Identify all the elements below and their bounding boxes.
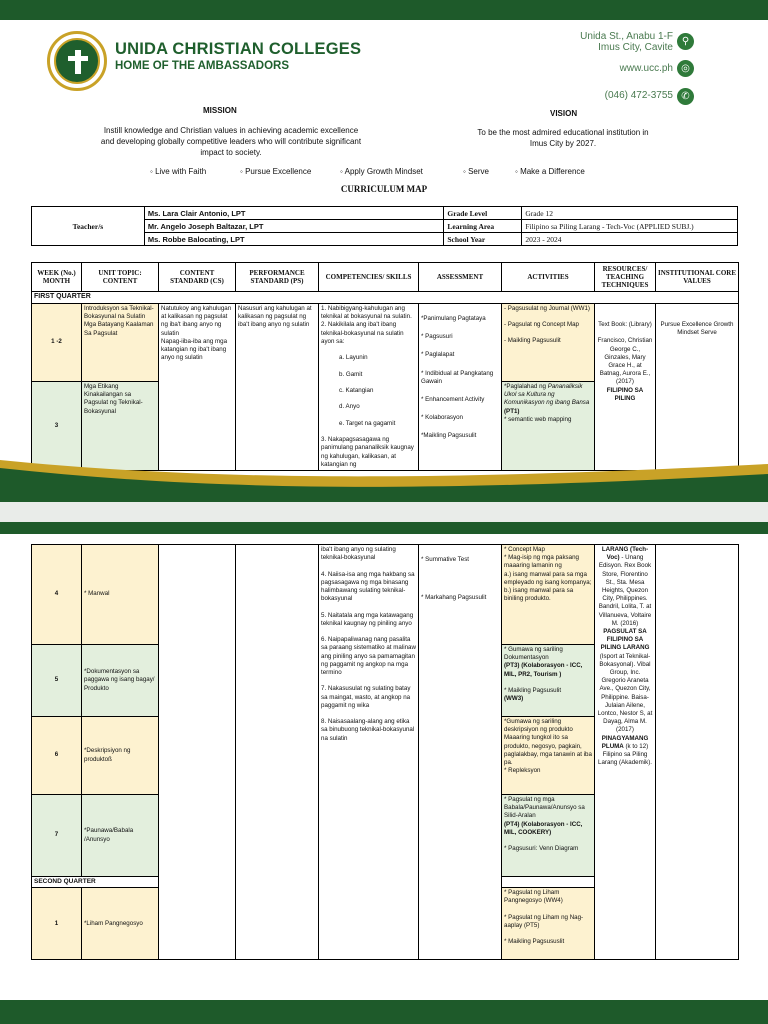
phone-icon: ✆ [677, 88, 694, 105]
week-cell: 3 [32, 381, 82, 470]
grade-level-label: Grade Level [444, 207, 522, 220]
address: Unida St., Anabu 1-F Imus City, Cavite [580, 31, 673, 53]
header-band [0, 522, 768, 534]
col-core-values: INSTITUTIONAL CORE VALUES [656, 263, 739, 292]
assessment-cell: *Panimulang Pagtataya * Pagsusuri * Paglalapat * Indibidual at Pangkatang Gawain * Enhancement Activity * Kolaborasyon *Maikling Pagsusulit [419, 304, 502, 471]
topic-cell: *Deskripsiyon ng produktoß [82, 717, 159, 795]
week-cell: 1 [32, 888, 82, 960]
core-values-cell [656, 545, 739, 960]
school-logo [47, 31, 107, 91]
first-quarter-label: FIRST QUARTER [32, 292, 739, 304]
second-quarter-label: SECOND QUARTER [32, 877, 159, 888]
activities-cell: * Gumawa ng sariling Dokumentasyon (PT3) (Kolaborasyon - ICC, MIL, PR2, Tourism ) * Maikling Pagsusulit (WW3) [502, 645, 595, 717]
week-cell: 6 [32, 717, 82, 795]
location-pin-icon: ⚲ [677, 33, 694, 50]
document-page-2 [0, 522, 768, 1024]
resources-cell: Text Book: (Library) Francisco, Christian George C., Ginzales, Mary Grace H., at Batnag, Aurora E., (2017) FILIPINO SA PILING [595, 304, 656, 471]
school-year-value: 2023 - 2024 [522, 233, 738, 246]
teacher-name: Ms. Lara Clair Antonio, LPT [144, 207, 444, 220]
school-name: UNIDA CHRISTIAN COLLEGES [115, 40, 362, 58]
col-content-standard: CONTENT STANDARD (CS) [159, 263, 236, 292]
vision-title: VISION [550, 109, 578, 118]
teacher-label: Teacher/s [32, 207, 145, 246]
document-page-1 [0, 0, 768, 502]
performance-standard-cell [236, 545, 319, 960]
curriculum-table-page-2 [31, 544, 739, 960]
col-week: WEEK (No.) MONTH [32, 263, 82, 292]
skills-cell: iba't ibang anyo ng sulating teknikal-bokasyunal 4. Naiisa-isa ang mga hakbang sa pagsasagawa ng mga binasang halimbawang sulating teknikal-bokasyunal 5. Naitatala ang mga katawagang teknikal kaugnay ng piniling anyo 6. Naipapaliwanag nang pasalita sa paraang sistematiko at malinaw ang piniling anyo sa pamamagitan ng paggamit ng angkop na mga termino 7. Nakasusulat ng sulating batay sa maingat, wasto, at angkop na paggamit ng wika 8. Naisasaalang-alang ang etika sa binubuong teknikal-bokasyunal na sulatin [319, 545, 419, 960]
activities-cell: *Gumawa ng sariling deskripsiyon ng produkto Maaaring tungkol ito sa produkto, negosyo, pagkain, paglalakbay, mga tanawin at iba pa. * Repleksyon [502, 717, 595, 795]
content-standard-cell [159, 545, 236, 960]
activities-cell: *Paglalahad ng Pananaliksik Ukol sa Kultura ng Komunikasyon ng ibang Bansa (PT1) * semantic web mapping [502, 381, 595, 470]
mission-text: Instill knowledge and Christian values in achieving academic excellence and developing globally competitive leaders who will contribute significant impact to society. [100, 126, 362, 157]
school-year-label: School Year [444, 233, 522, 246]
footer-band [0, 1000, 768, 1024]
topic-cell: Introduksyon sa Teknikal-Bokasyunal na Sulatin Mga Batayang Kaalaman Sa Pagsulat [82, 304, 159, 382]
topic-cell: *Paunawa/Babala /Anunsyo [82, 795, 159, 877]
topic-cell: Mga Etikang Kinakailangan sa Pagsulat ng Teknikal-Bokasyunal [82, 381, 159, 470]
col-assessment: ASSESSMENT [419, 263, 502, 292]
performance-standard-cell: Nasusuri ang kahulugan at kalikasan ng pagsulat ng iba't ibang anyo ng sulatin [236, 304, 319, 471]
activities-cell: * Concept Map * Mag-isip ng mga paksang maaaring lamanin ng a.) isang manwal para sa mga empleyado ng isang kompanya; b.) isang manwal para sa biniling produkto. [502, 545, 595, 645]
website[interactable]: www.ucc.ph [619, 63, 673, 74]
teacher-info-table [31, 206, 738, 246]
header-band [0, 0, 768, 20]
core-value-item: ◦ Serve [463, 167, 489, 176]
week-cell: 1 -2 [32, 304, 82, 382]
week-cell: 4 [32, 545, 82, 645]
activities-cell [502, 877, 595, 888]
activities-cell: * Pagsulat ng Liham Pangnegosyo (WW4) * Pagsulat ng Liham ng Nag-aaplay (PT5) * Maikling Pagsususlit [502, 888, 595, 960]
vision-text: To be the most admired educational institution in Imus City by 2027. [477, 128, 649, 148]
topic-cell: *Dokumentasyon sa paggawa ng isang bagay/ Produkto [82, 645, 159, 717]
teacher-name: Mr. Angelo Joseph Baltazar, LPT [144, 220, 444, 233]
footer-wave [0, 452, 768, 502]
activities-cell: * Pagsulat ng mga Babala/Paunawa/Anunsyo sa Silid-Aralan (PT4) (Kolaborasyon - ICC, MIL, COOKERY) * Pagsusuri: Venn Diagram [502, 795, 595, 877]
week-cell: 5 [32, 645, 82, 717]
col-resources: RESOURCES/ TEACHING TECHNIQUES [595, 263, 656, 292]
col-topic: UNIT TOPIC: CONTENT [82, 263, 159, 292]
topic-cell: * Manwal [82, 545, 159, 645]
grade-level-value: Grade 12 [522, 207, 738, 220]
core-value-item: ◦ Pursue Excellence [240, 167, 312, 176]
mission-title: MISSION [203, 106, 237, 115]
learning-area-label: Learning Area [444, 220, 522, 233]
skills-cell: 1. Nabibigyang-kahulugan ang teknikal at bokasyunal na sulatin. 2. Nakikilala ang iba't ibang teknikal-bokasyunal na sulatin ayon sa: a. Layunin b. Gamit c. Katangian d. Anyo e. Target na gagamit 3. Nakapagsasagawa ng panimulang pananaliksik kaugnay ng kahulugan, kalikasan, at katangian ng [319, 304, 419, 471]
col-skills: COMPETENCIES/ SKILLS [319, 263, 419, 292]
curriculum-map-title: CURRICULUM MAP [340, 184, 428, 194]
core-value-item: ◦ Make a Difference [515, 167, 585, 176]
col-activities: ACTIVITIES [502, 263, 595, 292]
phone-number[interactable]: (046) 472-3755 [604, 90, 673, 101]
core-value-item: ◦ Live with Faith [150, 167, 207, 176]
teacher-name: Ms. Robbe Balocating, LPT [144, 233, 444, 246]
topic-cell: *Liham Pangnegosyo [82, 888, 159, 960]
school-tagline: HOME OF THE AMBASSADORS [115, 60, 289, 72]
core-value-item: ◦ Apply Growth Mindset [340, 167, 423, 176]
assessment-cell: * Summative Test * Markahang Pagsusulit [419, 545, 502, 960]
globe-icon: ◎ [677, 60, 694, 77]
activities-cell: - Pagsusulat ng Journal (WW1) - Pagsulat ng Concept Map - Maikling Pagsusulit [502, 304, 595, 382]
core-values-cell: Pursue Excellence Growth Mindset Serve [656, 304, 739, 471]
col-performance-standard: PERFORMANCE STANDARD (PS) [236, 263, 319, 292]
learning-area-value: Filipino sa Piling Larang - Tech-Voc (APPLIED SUBJ.) [522, 220, 738, 233]
content-standard-cell: Natutukoy ang kahulugan at kalikasan ng pagsulat ng iba't ibang anyo ng sulatin Napag-iiba-iba ang mga katangian ng iba't ibang anyo ng sulatin [159, 304, 236, 471]
curriculum-table-page-1 [31, 262, 739, 471]
week-cell: 7 [32, 795, 82, 877]
resources-cell: LARANG (Tech-Voc) - Unang Edisyon. Rex Book Store, Florentino St., Sta. Mesa Heights, Quezon City, Philippines. Bandril, Lolita, T. at Villanueva, Voltaire M. (2016) PAGSULAT SA FILIPINO SA PILING LARANG (Isport at Teknikal-Bokasyonal). Vibal Group, Inc. Gregorio Araneta Ave., Quezon City, Philippine. Baisa-Julaian Ailene, Lontco, Nestor S, at Dayag, Alma M. (2017) PINAGYAMANG PLUMA (k to 12) Filipino sa Piling Larang (Akademik). [595, 545, 656, 960]
